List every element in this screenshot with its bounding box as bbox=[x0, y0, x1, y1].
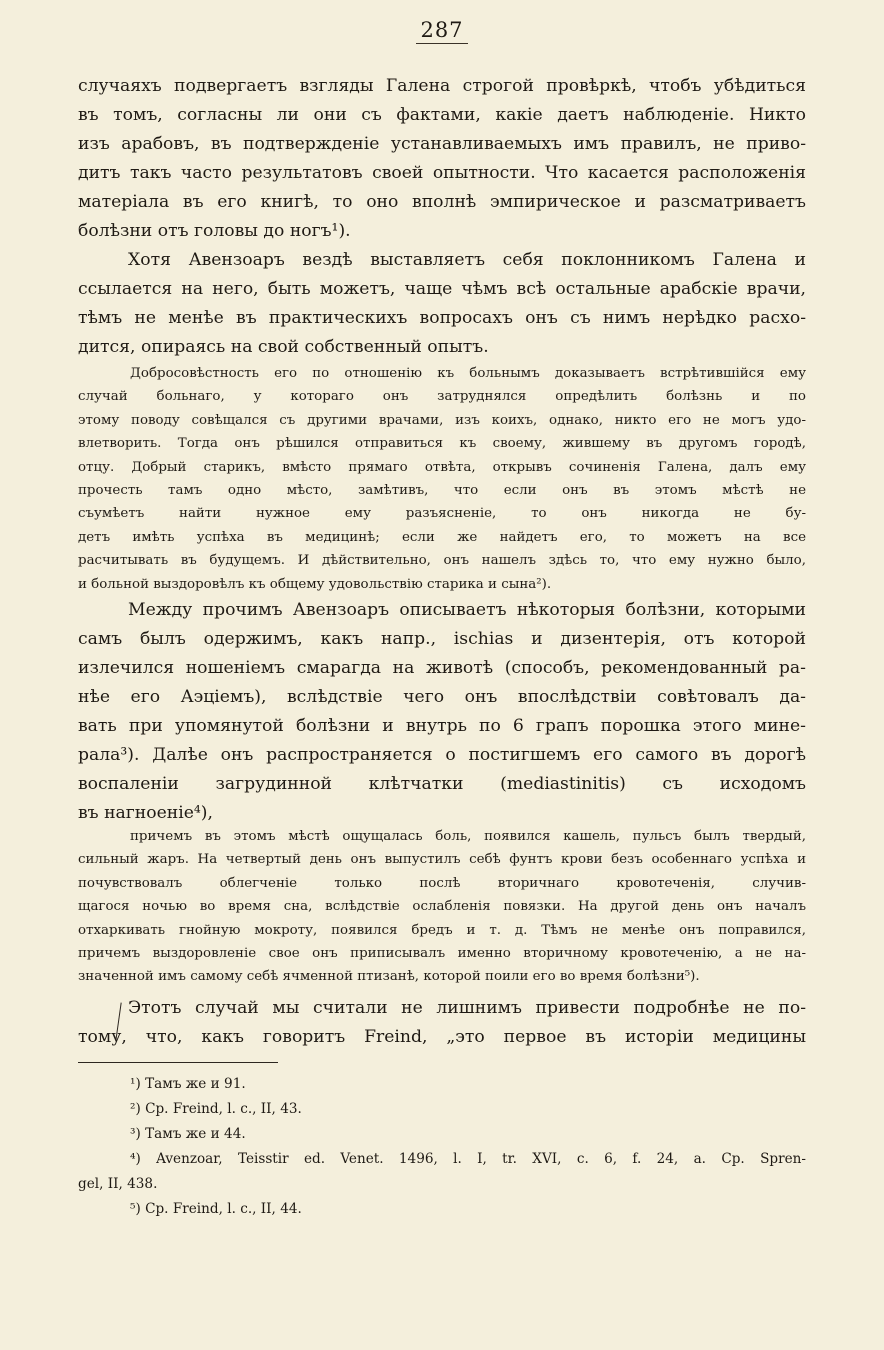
text-line: въ томъ, согласны ли они съ фактами, какіе даетъ наблюденіе. Никто bbox=[78, 105, 806, 125]
text-line: причемъ въ этомъ мѣстѣ ощущалась боль, появился кашель, пульсъ былъ твердый, bbox=[130, 829, 806, 844]
paragraph-3 bbox=[78, 596, 806, 828]
text-line: дитъ такъ часто результатовъ своей опытности. Что касается расположенія bbox=[78, 163, 806, 183]
text-line: воспаленіи загрудинной клѣтчатки (mediastinitis) съ исходомъ bbox=[78, 774, 806, 794]
text-line: дится, опираясь на свой собственный опытъ. bbox=[78, 337, 489, 357]
text-line: самъ былъ одержимъ, какъ напр., ischias и дизентерія, отъ которой bbox=[78, 629, 806, 649]
text-line: ссылается на него, быть можетъ, чаще чѣмъ всѣ остальные арабскіе врачи, bbox=[78, 279, 806, 299]
text-line: отхаркивать гнойную мокроту, появился бредъ и т. д. Тѣмъ не менѣе онъ поправился, bbox=[78, 922, 806, 938]
text-line: съумѣетъ найти нужное ему разъясненіе, то онъ никогда не бу- bbox=[78, 506, 806, 522]
text-line: этому поводу совѣщался съ другими врачами, изъ коихъ, однако, никто его не могъ удо- bbox=[78, 412, 806, 428]
text-line: значенной имъ самому себѣ ячменной птизанѣ, которой поили его во время болѣзни⁵). bbox=[78, 969, 700, 985]
footnote: ²) Cp. Freind, l. c., II, 43. bbox=[130, 1101, 302, 1117]
footnote: ⁵) Cp. Freind, l. c., II, 44. bbox=[130, 1201, 302, 1217]
footnotes bbox=[78, 1072, 806, 1222]
footnote-continuation: gel, II, 438. bbox=[78, 1176, 158, 1192]
text-line: сильный жаръ. На четвертый день онъ выпустилъ себѣ фунтъ крови безъ особеннаго успѣха и bbox=[78, 852, 806, 868]
text-line: тѣмъ не менѣе въ практическихъ вопросахъ онъ съ нимъ нерѣдко расхо- bbox=[78, 308, 806, 328]
text-line: въ нагноеніе⁴), bbox=[78, 803, 213, 823]
small-paragraph-1 bbox=[78, 362, 806, 596]
footnote: ³) Тамъ же и 44. bbox=[130, 1126, 246, 1142]
text-line: рала³). Далѣе онъ распространяется о постигшемъ его самого въ дорогѣ bbox=[78, 745, 806, 765]
text-line: и больной выздоровѣлъ къ общему удовольствію старика и сына²). bbox=[78, 576, 552, 592]
small-paragraph-2 bbox=[78, 825, 806, 989]
text-line: случай больнаго, у котораго онъ затруднялся опредѣлить болѣзнь и по bbox=[78, 389, 806, 405]
text-line: прочесть тамъ одно мѣсто, замѣтивъ, что если онъ въ этомъ мѣстѣ не bbox=[78, 483, 806, 499]
text-line: матеріала въ его книгѣ, то оно вполнѣ эмпирическое и разсматриваетъ bbox=[78, 192, 806, 212]
text-line: отцу. Добрый старикъ, вмѣсто прямаго отвѣта, открывъ сочиненія Галена, далъ ему bbox=[78, 459, 806, 475]
text-line: детъ имѣть успѣха въ медицинѣ; если же найдетъ его, то можетъ на все bbox=[78, 529, 806, 545]
text-line: изъ арабовъ, въ подтвержденіе устанавливаемыхъ имъ правилъ, не приво- bbox=[78, 134, 806, 154]
paragraph-4 bbox=[78, 994, 806, 1052]
text-line: тому, что, какъ говоритъ Freind, „это первое въ исторіи медицины bbox=[78, 1027, 806, 1047]
text-line: Хотя Авензоаръ вездѣ выставляетъ себя поклонникомъ Галена и bbox=[128, 250, 806, 270]
text-line: случаяхъ подвергаетъ взгляды Галена строгой провѣркѣ, чтобъ убѣдиться bbox=[78, 76, 806, 96]
text-line: расчитывать въ будущемъ. И дѣйствительно, онъ нашелъ здѣсь то, что ему нужно было, bbox=[78, 553, 806, 569]
text-line: щагося ночью во время сна, вслѣдствіе ослабленія повязки. На другой день онъ началъ bbox=[78, 899, 806, 915]
text-line: нѣе его Аэціемъ), вслѣдствіе чего онъ впослѣдствіи совѣтовалъ да- bbox=[78, 687, 806, 707]
text-line: излечился ношеніемъ смарагда на животѣ (способъ, рекомендованный ра- bbox=[78, 658, 806, 678]
text-line: почувствовалъ облегченіе только послѣ вторичнаго кровотеченія, случив- bbox=[78, 875, 806, 891]
page-number: 287 bbox=[0, 18, 884, 44]
footnote: ¹) Тамъ же и 91. bbox=[130, 1076, 246, 1092]
text-line: Между прочимъ Авензоаръ описываетъ нѣкоторыя болѣзни, которыми bbox=[128, 600, 806, 620]
paragraph-2 bbox=[78, 246, 806, 362]
paragraph-1 bbox=[78, 72, 806, 246]
text-line: причемъ выздоровленіе свое онъ приписывалъ именно вторичному кровотеченію, а не на- bbox=[78, 946, 806, 962]
footnote: ⁴) Avenzoar, Teisstir ed. Venet. 1496, l. I, tr. XVI, c. 6, f. 24, a. Cp. Spren- bbox=[130, 1151, 806, 1167]
text-line: Этотъ случай мы считали не лишнимъ привести подробнѣе не по- bbox=[128, 998, 806, 1018]
footnote-divider bbox=[78, 1062, 278, 1063]
text-line: вать при упомянутой болѣзни и внутрь по 6 грапъ порошка этого мине- bbox=[78, 716, 806, 736]
text-line: болѣзни отъ головы до ногъ¹). bbox=[78, 221, 351, 241]
text-line: влетворить. Тогда онъ рѣшился отправиться къ своему, жившему въ другомъ городѣ, bbox=[78, 436, 806, 452]
text-line: Добросовѣстность его по отношенію къ больнымъ доказываетъ встрѣтившійся ему bbox=[130, 366, 806, 381]
